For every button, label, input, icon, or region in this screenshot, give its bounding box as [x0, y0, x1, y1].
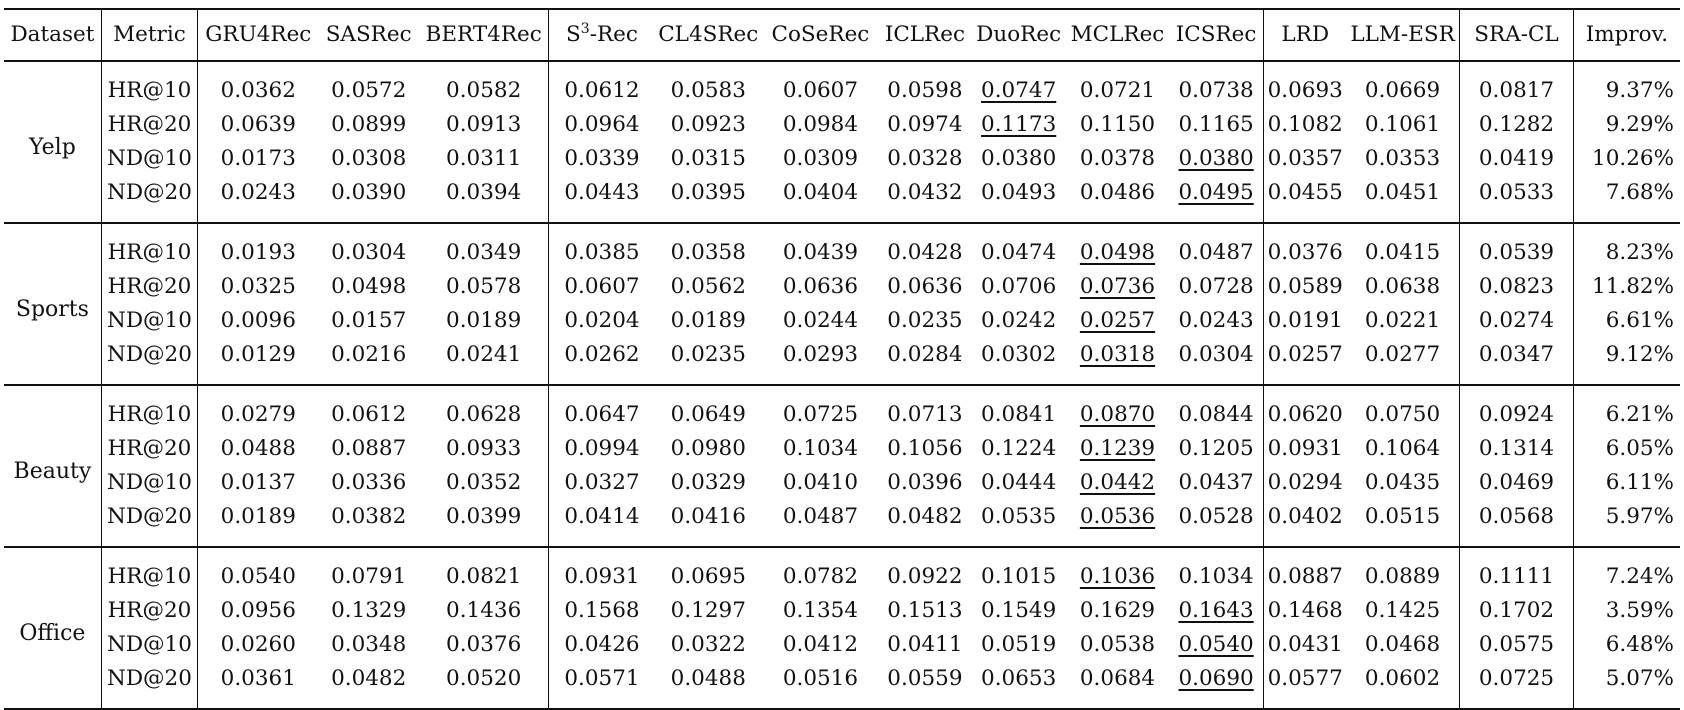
- value-cell: 0.0721: [1079, 78, 1156, 104]
- value-cell: 0.0931: [549, 547, 655, 594]
- value-cell: 0.0922: [887, 564, 963, 590]
- value-cell: 0.0204: [549, 304, 655, 338]
- improvement-cell: 9.29%: [1573, 108, 1680, 142]
- metric-name: ND@10: [101, 142, 197, 176]
- value-cell: 0.0984: [782, 112, 859, 138]
- value-cell: 0.0349: [446, 240, 522, 266]
- value-cell: 0.0487: [782, 504, 859, 530]
- best-value-cell: 0.0924: [1460, 385, 1574, 432]
- dataset-group: [4, 223, 1680, 385]
- value-cell: 0.0455: [1264, 176, 1346, 223]
- value-cell: 0.1224: [981, 436, 1057, 462]
- header-model: LRD: [1264, 9, 1346, 61]
- value-cell: 0.0713: [887, 402, 963, 428]
- value-cell: 0.1205: [1178, 436, 1254, 462]
- value-cell: [1066, 338, 1168, 385]
- value-cell: 0.0399: [446, 504, 522, 530]
- value-cell: 0.1150: [1079, 112, 1156, 138]
- improvement-cell: 9.37%: [1573, 61, 1680, 108]
- value-cell: [1066, 270, 1168, 304]
- value-cell: 0.0693: [1264, 61, 1346, 108]
- value-cell: 0.0241: [446, 342, 522, 368]
- dataset-group: [4, 61, 1680, 223]
- second-best-value: 0.0257: [1079, 308, 1156, 334]
- header-model: CoSeRec: [771, 22, 870, 48]
- header-model: ICSRec: [1175, 22, 1257, 48]
- value-cell: 0.0308: [331, 146, 407, 172]
- value-cell: 0.0193: [198, 223, 319, 270]
- header-model: GRU4Rec: [198, 9, 319, 61]
- value-cell: 0.0257: [1264, 338, 1346, 385]
- value-cell: 0.0486: [1079, 180, 1156, 206]
- value-cell: 0.0487: [1178, 240, 1254, 266]
- value-cell: 0.0474: [981, 240, 1057, 266]
- value-cell: 0.0582: [446, 78, 522, 104]
- header-improv: Improv.: [1573, 9, 1680, 61]
- value-cell: 0.0426: [549, 628, 655, 662]
- value-cell: 0.0382: [331, 504, 407, 530]
- value-cell: 0.0294: [1264, 466, 1346, 500]
- second-best-value: 0.0495: [1178, 180, 1254, 206]
- value-cell: 0.0243: [198, 176, 319, 223]
- value-cell: 0.0235: [670, 342, 746, 368]
- value-cell: 0.0612: [331, 402, 407, 428]
- value-cell: 0.0396: [887, 470, 963, 496]
- metric-name: ND@10: [101, 466, 197, 500]
- value-cell: 0.0488: [198, 432, 319, 466]
- metric-name: ND@10: [101, 304, 197, 338]
- value-cell: 0.0189: [670, 308, 746, 334]
- value-cell: 0.0260: [198, 628, 319, 662]
- value-cell: 0.0242: [981, 308, 1057, 334]
- value-cell: [1169, 594, 1264, 628]
- value-cell: 0.0607: [549, 270, 655, 304]
- value-cell: 0.0394: [446, 180, 522, 206]
- value-cell: 0.0157: [331, 308, 407, 334]
- metric-name: HR@20: [101, 108, 197, 142]
- improvement-cell: 11.82%: [1573, 270, 1680, 304]
- value-cell: 0.0352: [446, 470, 522, 496]
- value-cell: 0.0235: [887, 308, 963, 334]
- value-cell: 0.0361: [198, 662, 319, 709]
- value-cell: 0.0931: [1264, 432, 1346, 466]
- improvement-cell: 3.59%: [1573, 594, 1680, 628]
- value-cell: 0.0189: [198, 500, 319, 547]
- value-cell: 0.0327: [549, 466, 655, 500]
- best-value-cell: 0.0817: [1460, 61, 1574, 108]
- header-model-ours: SRA-CL: [1460, 9, 1574, 61]
- value-cell: 0.0243: [1178, 308, 1254, 334]
- value-cell: 0.0964: [549, 108, 655, 142]
- second-best-value: 0.0318: [1079, 342, 1156, 368]
- metric-name: ND@20: [101, 662, 197, 709]
- second-best-value: 0.0380: [1178, 146, 1254, 172]
- value-cell: 0.0821: [446, 564, 522, 590]
- header-row: [4, 9, 1680, 61]
- value-cell: 0.0390: [331, 180, 407, 206]
- value-cell: 0.0362: [198, 61, 319, 108]
- value-cell: 0.0437: [1178, 470, 1254, 496]
- second-best-value: 0.0442: [1079, 470, 1156, 496]
- second-best-value: 0.1173: [981, 112, 1057, 138]
- value-cell: 0.0607: [782, 78, 859, 104]
- value-cell: 0.0439: [782, 240, 859, 266]
- second-best-value: 0.0747: [981, 78, 1057, 104]
- value-cell: 0.0357: [1264, 142, 1346, 176]
- value-cell: 0.0293: [782, 342, 859, 368]
- dataset-group: [4, 385, 1680, 547]
- best-value-cell: 0.1702: [1460, 594, 1574, 628]
- best-value-cell: 0.0539: [1460, 223, 1574, 270]
- header-model-s3rec: $S^3$-Rec: [549, 9, 655, 61]
- value-cell: [1066, 466, 1168, 500]
- value-cell: 0.0559: [887, 666, 963, 692]
- value-cell: 0.0189: [446, 308, 522, 334]
- best-value-cell: 0.0469: [1460, 466, 1574, 500]
- value-cell: 0.0411: [887, 632, 963, 658]
- value-cell: 0.0887: [331, 436, 407, 462]
- value-cell: 0.0348: [331, 632, 407, 658]
- value-cell: 0.0519: [981, 632, 1057, 658]
- table-row: [4, 466, 1680, 500]
- header-model: SASRec: [325, 22, 412, 48]
- value-cell: 0.0782: [782, 564, 859, 590]
- value-cell: 0.0638: [1364, 274, 1441, 300]
- value-cell: 0.0844: [1178, 402, 1254, 428]
- value-cell: 0.0589: [1264, 270, 1346, 304]
- value-cell: 0.1329: [331, 598, 407, 624]
- value-cell: 0.0353: [1364, 146, 1441, 172]
- value-cell: 0.0339: [549, 142, 655, 176]
- value-cell: 0.0516: [782, 666, 859, 692]
- value-cell: 0.0572: [331, 78, 407, 104]
- value-cell: 0.0994: [549, 432, 655, 466]
- best-value-cell: 0.1111: [1460, 547, 1574, 594]
- value-cell: 0.1549: [981, 598, 1057, 624]
- value-cell: 0.1425: [1364, 598, 1441, 624]
- value-cell: 0.0302: [981, 342, 1057, 368]
- value-cell: 0.0649: [670, 402, 746, 428]
- value-cell: 0.0628: [446, 402, 522, 428]
- improvement-cell: 9.12%: [1573, 338, 1680, 385]
- improvement-cell: 6.21%: [1573, 385, 1680, 432]
- second-best-value: 0.1643: [1178, 598, 1254, 624]
- improvement-cell: 5.07%: [1573, 662, 1680, 709]
- improvement-cell: 8.23%: [1573, 223, 1680, 270]
- best-value-cell: 0.1282: [1460, 108, 1574, 142]
- second-best-value: 0.0498: [1079, 240, 1156, 266]
- value-cell: 0.0636: [782, 274, 859, 300]
- best-value-cell: 0.0347: [1460, 338, 1574, 385]
- second-best-value: 0.0736: [1079, 274, 1156, 300]
- value-cell: 0.0412: [782, 632, 859, 658]
- value-cell: 0.0322: [670, 632, 746, 658]
- value-cell: 0.0620: [1264, 385, 1346, 432]
- header-dataset: Dataset: [10, 22, 95, 48]
- value-cell: 0.0443: [549, 176, 655, 223]
- value-cell: 0.0315: [670, 146, 746, 172]
- improvement-cell: 5.97%: [1573, 500, 1680, 547]
- value-cell: 0.0647: [549, 385, 655, 432]
- value-cell: 0.0578: [446, 274, 522, 300]
- value-cell: 0.1165: [1178, 112, 1254, 138]
- value-cell: 0.0329: [670, 470, 746, 496]
- value-cell: [971, 61, 1066, 108]
- value-cell: 0.1056: [887, 436, 963, 462]
- value-cell: 0.0636: [887, 274, 963, 300]
- metric-name: ND@10: [101, 628, 197, 662]
- value-cell: 0.0738: [1178, 78, 1254, 104]
- improvement-cell: 7.24%: [1573, 547, 1680, 594]
- table-row: [4, 547, 1680, 594]
- table-row: [4, 385, 1680, 432]
- table-row: [4, 142, 1680, 176]
- value-cell: 0.0244: [782, 308, 859, 334]
- best-value-cell: 0.0575: [1460, 628, 1574, 662]
- value-cell: 0.0535: [981, 504, 1057, 530]
- value-cell: 0.0395: [670, 180, 746, 206]
- best-value-cell: 0.0568: [1460, 500, 1574, 547]
- value-cell: 0.0728: [1178, 274, 1254, 300]
- value-cell: 0.1034: [1178, 564, 1254, 590]
- value-cell: 0.0451: [1364, 180, 1441, 206]
- value-cell: [1169, 142, 1264, 176]
- value-cell: 0.0380: [981, 146, 1057, 172]
- value-cell: 0.0129: [198, 338, 319, 385]
- improvement-cell: 6.61%: [1573, 304, 1680, 338]
- header-model: DuoRec: [976, 22, 1062, 48]
- value-cell: 0.0841: [981, 402, 1057, 428]
- second-best-value: 0.0540: [1178, 632, 1254, 658]
- value-cell: 0.0311: [446, 146, 522, 172]
- value-cell: 0.0096: [198, 304, 319, 338]
- value-cell: 0.0498: [331, 274, 407, 300]
- metric-name: HR@10: [101, 547, 197, 594]
- dataset-group: [4, 547, 1680, 709]
- value-cell: 0.0410: [782, 470, 859, 496]
- value-cell: 0.0612: [549, 61, 655, 108]
- value-cell: 0.0515: [1364, 504, 1441, 530]
- best-value-cell: 0.0419: [1460, 142, 1574, 176]
- value-cell: 0.0137: [198, 466, 319, 500]
- table-row: [4, 108, 1680, 142]
- value-cell: 0.0482: [331, 666, 407, 692]
- value-cell: 0.1436: [446, 598, 522, 624]
- value-cell: 0.0933: [446, 436, 522, 462]
- value-cell: 0.0173: [198, 142, 319, 176]
- value-cell: 0.1061: [1364, 112, 1441, 138]
- second-best-value: 0.1036: [1079, 564, 1156, 590]
- value-cell: [1169, 628, 1264, 662]
- best-value-cell: 0.0725: [1460, 662, 1574, 709]
- metric-name: HR@20: [101, 270, 197, 304]
- table-row: [4, 662, 1680, 709]
- value-cell: 0.0221: [1364, 308, 1441, 334]
- value-cell: 0.0415: [1364, 240, 1441, 266]
- second-best-value: 0.1239: [1079, 436, 1156, 462]
- value-cell: 0.0428: [887, 240, 963, 266]
- value-cell: [1169, 176, 1264, 223]
- value-cell: 0.0956: [198, 594, 319, 628]
- table-row: [4, 432, 1680, 466]
- value-cell: 0.1354: [782, 598, 859, 624]
- value-cell: 0.0899: [331, 112, 407, 138]
- value-cell: 0.0889: [1364, 564, 1441, 590]
- value-cell: 0.1082: [1264, 108, 1346, 142]
- value-cell: 0.1513: [887, 598, 963, 624]
- value-cell: 0.0279: [198, 385, 319, 432]
- value-cell: 0.0488: [670, 666, 746, 692]
- metric-name: ND@20: [101, 500, 197, 547]
- value-cell: 0.0583: [670, 78, 746, 104]
- value-cell: [971, 108, 1066, 142]
- value-cell: 0.0520: [446, 666, 522, 692]
- value-cell: [1066, 432, 1168, 466]
- value-cell: [1066, 500, 1168, 547]
- dataset-name: Beauty: [13, 459, 92, 484]
- value-cell: 0.0725: [782, 402, 859, 428]
- metric-name: HR@10: [101, 61, 197, 108]
- value-cell: 0.0444: [981, 470, 1057, 496]
- value-cell: [1066, 385, 1168, 432]
- value-cell: 0.0598: [887, 78, 963, 104]
- value-cell: 0.0695: [670, 564, 746, 590]
- value-cell: 0.0669: [1364, 78, 1441, 104]
- metric-name: ND@20: [101, 176, 197, 223]
- second-best-value: 0.0870: [1079, 402, 1156, 428]
- header-model: LLM-ESR: [1350, 22, 1455, 48]
- header-model: BERT4Rec: [425, 22, 542, 48]
- value-cell: 0.0562: [670, 274, 746, 300]
- value-cell: 0.0577: [1264, 662, 1346, 709]
- metric-name: HR@10: [101, 385, 197, 432]
- header-model: ICLRec: [884, 22, 966, 48]
- header-model: MCLRec: [1070, 22, 1165, 48]
- metric-name: HR@20: [101, 594, 197, 628]
- table-row: [4, 61, 1680, 108]
- value-cell: 0.0431: [1264, 628, 1346, 662]
- value-cell: 0.0277: [1364, 342, 1441, 368]
- value-cell: 0.0639: [198, 108, 319, 142]
- best-value-cell: 0.0533: [1460, 176, 1574, 223]
- header-model: CL4SRec: [658, 22, 759, 48]
- value-cell: 0.0304: [331, 240, 407, 266]
- results-table: [4, 8, 1680, 710]
- value-cell: 0.0304: [1178, 342, 1254, 368]
- value-cell: 0.0974: [887, 112, 963, 138]
- value-cell: 0.0653: [981, 666, 1057, 692]
- improvement-cell: 6.05%: [1573, 432, 1680, 466]
- value-cell: 0.0468: [1364, 632, 1441, 658]
- value-cell: [1066, 304, 1168, 338]
- value-cell: 0.0191: [1264, 304, 1346, 338]
- table-row: [4, 500, 1680, 547]
- best-value-cell: 0.0274: [1460, 304, 1574, 338]
- value-cell: 0.0216: [331, 342, 407, 368]
- value-cell: 0.0432: [887, 180, 963, 206]
- value-cell: 0.0385: [549, 223, 655, 270]
- value-cell: [1169, 662, 1264, 709]
- value-cell: 0.0336: [331, 470, 407, 496]
- value-cell: [1066, 547, 1168, 594]
- value-cell: 0.0602: [1364, 666, 1441, 692]
- value-cell: 0.0416: [670, 504, 746, 530]
- value-cell: 0.0750: [1364, 402, 1441, 428]
- value-cell: 0.0328: [887, 146, 963, 172]
- value-cell: 0.0980: [670, 436, 746, 462]
- value-cell: 0.0791: [331, 564, 407, 590]
- value-cell: 0.0493: [981, 180, 1057, 206]
- value-cell: 0.1064: [1364, 436, 1441, 462]
- improvement-cell: 6.11%: [1573, 466, 1680, 500]
- value-cell: 0.0435: [1364, 470, 1441, 496]
- value-cell: 0.0402: [1264, 500, 1346, 547]
- value-cell: 0.1468: [1264, 594, 1346, 628]
- table-row: [4, 176, 1680, 223]
- value-cell: 0.0684: [1079, 666, 1156, 692]
- value-cell: 0.0284: [887, 342, 963, 368]
- value-cell: 0.0404: [782, 180, 859, 206]
- improvement-cell: 7.68%: [1573, 176, 1680, 223]
- dataset-name: Office: [19, 621, 86, 646]
- improvement-cell: 6.48%: [1573, 628, 1680, 662]
- value-cell: 0.0376: [446, 632, 522, 658]
- value-cell: 0.0923: [670, 112, 746, 138]
- value-cell: 0.0376: [1264, 223, 1346, 270]
- table-row: [4, 304, 1680, 338]
- metric-name: ND@20: [101, 338, 197, 385]
- dataset-name: Yelp: [29, 135, 76, 160]
- second-best-value: 0.0690: [1178, 666, 1254, 692]
- table-row: [4, 594, 1680, 628]
- value-cell: 0.0414: [549, 500, 655, 547]
- value-cell: 0.0887: [1264, 547, 1346, 594]
- value-cell: 0.0309: [782, 146, 859, 172]
- value-cell: 0.1568: [549, 594, 655, 628]
- table-row: [4, 223, 1680, 270]
- value-cell: 0.1015: [981, 564, 1057, 590]
- value-cell: 0.0540: [198, 547, 319, 594]
- improvement-cell: 10.26%: [1573, 142, 1680, 176]
- best-value-cell: 0.0823: [1460, 270, 1574, 304]
- value-cell: 0.0913: [446, 112, 522, 138]
- value-cell: 0.0482: [887, 504, 963, 530]
- value-cell: 0.0706: [981, 274, 1057, 300]
- metric-name: HR@20: [101, 432, 197, 466]
- value-cell: 0.1297: [670, 598, 746, 624]
- second-best-value: 0.0536: [1079, 504, 1156, 530]
- value-cell: 0.1034: [782, 436, 859, 462]
- value-cell: 0.0325: [198, 270, 319, 304]
- value-cell: [1066, 223, 1168, 270]
- value-cell: 0.0358: [670, 240, 746, 266]
- table-row: [4, 338, 1680, 385]
- value-cell: 0.0262: [549, 338, 655, 385]
- value-cell: 0.0571: [549, 662, 655, 709]
- value-cell: 0.0538: [1079, 632, 1156, 658]
- dataset-name: Sports: [15, 297, 89, 322]
- header-metric: Metric: [101, 9, 197, 61]
- best-value-cell: 0.1314: [1460, 432, 1574, 466]
- value-cell: 0.0378: [1079, 146, 1156, 172]
- table-row: [4, 628, 1680, 662]
- metric-name: HR@10: [101, 223, 197, 270]
- value-cell: 0.0528: [1178, 504, 1254, 530]
- table-row: [4, 270, 1680, 304]
- value-cell: 0.1629: [1079, 598, 1156, 624]
